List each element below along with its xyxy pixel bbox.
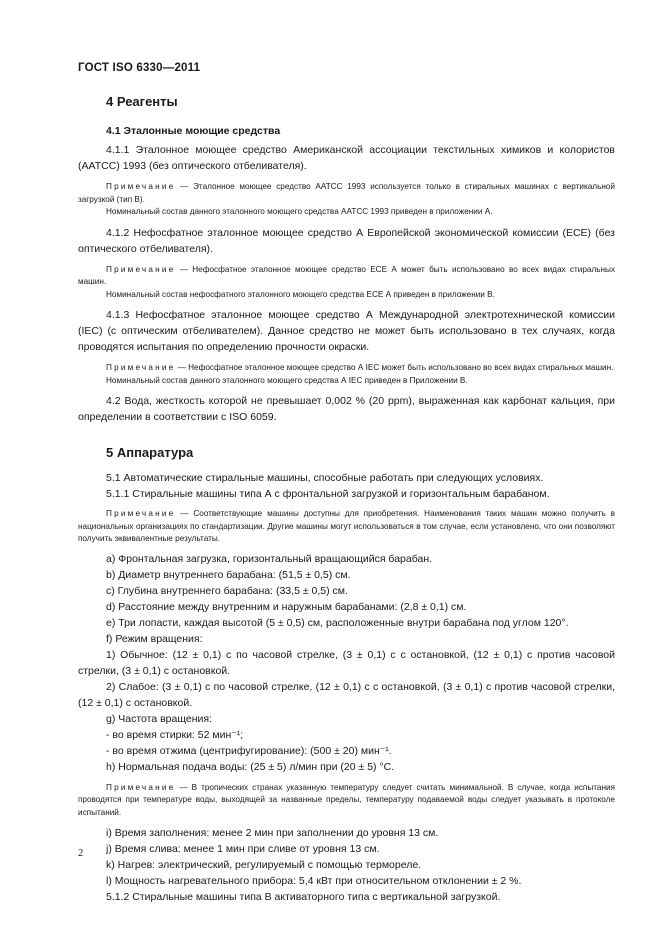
list-item-g-2: - во время отжима (центрифугирование): (500 ± 20) мин⁻¹. [106, 744, 392, 757]
list-item-l: l) Мощность нагревательного прибора: 5,4 кВт при относительном отклонении ± 2 %. [106, 875, 522, 887]
note-label: Примечание [106, 509, 176, 518]
section-5-title: 5 Аппаратура [106, 445, 194, 460]
document-id: ГОСТ ISO 6330—2011 [78, 62, 201, 74]
note-2-composition: Номинальный состав нефосфатного эталонного моющего средства ЕСЕ А приведен в приложении В. [106, 289, 495, 299]
list-item-k: k) Нагрев: электрический, регулируемый с помощью термореле. [106, 859, 422, 871]
section-4-title: 4 Реагенты [106, 94, 178, 109]
list-item-f-2: 2) Слабое: (3 ± 0,1) с по часовой стрелке, (12 ± 0,1) с с остановкой, (3 ± 0,1) с против часовой стрелки, (12 ± 0,1) с остановкой. [78, 680, 615, 709]
list-item-j: j) Время слива: менее 1 мин при сливе от уровня 13 см. [106, 843, 380, 855]
note-5: Примечание — В тропических странах указанную температуру следует считать минимальной. В случае, когда испытания проводятся при температуре воды, выходящей за названные пределы, температуру подаваемой воды следует указывать в протоколе испытаний. [78, 782, 615, 817]
note-label: Примечание [106, 363, 176, 372]
para-4-1-1: 4.1.1 Эталонное моющее средство Американской ассоциации текстильных химиков и колористов (AATCC) 1993 (без оптического отбеливателя). [78, 144, 615, 172]
para-5-1: 5.1 Автоматические стиральные машины, способные работать при следующих условиях. [106, 472, 544, 484]
list-item-i: i) Время заполнения: менее 2 мин при заполнении до уровня 13 см. [106, 827, 439, 839]
list-item-f-1: 1) Обычное: (12 ± 0,1) с по часовой стрелке, (3 ± 0,1) с с остановкой, (12 ± 0,1) с против часовой стрелки, (3 ± 0,1) с остановкой. [78, 648, 615, 677]
note-3-composition: Номинальный состав данного эталонного моющего средства А IEC приведен в Приложении В. [106, 375, 468, 385]
note-1-composition: Номинальный состав данного эталонного моющего средства AATCC 1993 приведен в приложении А. [106, 207, 493, 216]
note-1: Примечание — Эталонное моющее средство AATCC 1993 используется только в стиральных машинах с вертикальной загрузкой (тип В). [78, 182, 615, 204]
page-number: 2 [78, 848, 84, 859]
note-3: Примечание — Нефосфатное эталонное моющее средство А IEC может быть использовано во всех видах стиральных машин. [106, 363, 614, 372]
list-item-e: e) Три лопасти, каждая высотой (5 ± 0,5) см, расположенные внутри барабана под углом 120°. [106, 616, 569, 629]
note-label: Примечание [106, 782, 176, 792]
para-4-1-2: 4.1.2 Нефосфатное эталонное моющее средство А Европейской экономической комиссии (ЕСЕ) (без оптического отбеливателя). [78, 226, 615, 255]
list-item-f: f) Режим вращения: [106, 632, 203, 645]
list-item-b: b) Диаметр внутреннего барабана: (51,5 ± 0,5) см. [106, 568, 351, 581]
para-4-1-3: 4.1.3 Нефосфатное эталонное моющее средство А Международной электротехнической комиссии (IEC) (с оптическим отбеливателем). Данное средство не может быть использовано в тех случаях, когда проводятся испытания по определению прочности окраски. [78, 309, 615, 353]
list-item-c: c) Глубина внутреннего барабана: (33,5 ± 0,5) см. [106, 584, 348, 597]
para-4-2: 4.2 Вода, жесткость которой не превышает 0,002 % (20 ppm), выраженная как карбонат кальция, при определении в соответствии с ISO 6059. [78, 395, 615, 423]
list-item-g: g) Частота вращения: [106, 712, 212, 725]
note-label: Примечание [106, 182, 176, 191]
note-label: Примечание [106, 264, 176, 274]
para-5-1-2: 5.1.2 Стиральные машины типа В активаторного типа с вертикальной загрузкой. [106, 891, 501, 903]
subsection-4-1-title: 4.1 Эталонные моющие средства [106, 125, 281, 137]
list-item-h: h) Нормальная подача воды: (25 ± 5) л/мин при (20 ± 5) °С. [106, 760, 395, 773]
para-5-1-1: 5.1.1 Стиральные машины типа А с фронтальной загрузкой и горизонтальным барабаном. [106, 488, 550, 500]
note-4: Примечание — Соответствующие машины доступны для приобретения. Наименования таких машин можно получить в национальных организациях по стандартизации. Другие машины могут использоваться в том случае, если установлено, что они позволяют получить эквивалентные результаты. [78, 509, 615, 543]
list-item-g-1: - во время стирки: 52 мин⁻¹; [106, 728, 244, 741]
document-page [78, 62, 615, 905]
list-item-d: d) Расстояние между внутренним и наружным барабанами: (2,8 ± 0,1) см. [106, 600, 467, 613]
note-2: Примечание — Нефосфатное эталонное моющее средство ЕСЕ А может быть использовано во всех видах стиральных машин. [78, 264, 615, 286]
list-item-a: a) Фронтальная загрузка, горизонтальный вращающийся барабан. [106, 552, 433, 565]
